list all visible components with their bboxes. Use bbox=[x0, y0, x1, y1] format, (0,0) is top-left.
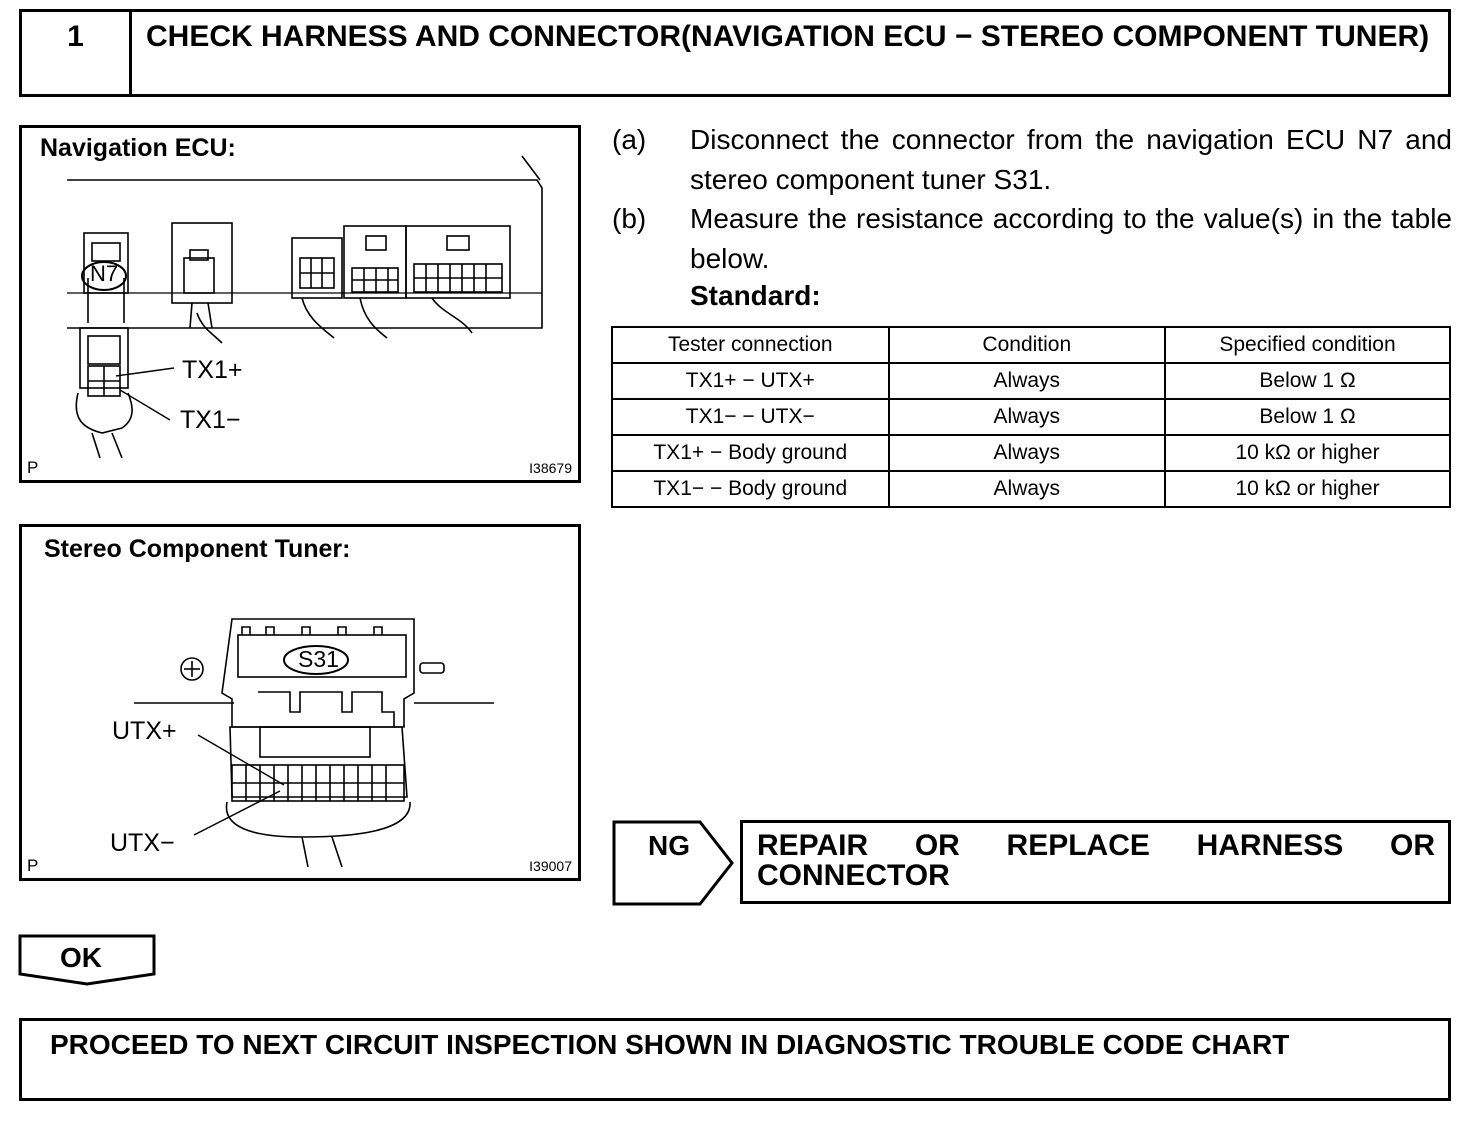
table-row bbox=[612, 435, 1450, 471]
table-cell: TX1− − Body ground bbox=[612, 471, 889, 507]
instruction-b bbox=[612, 199, 1452, 279]
pin-label-utx-minus: UTX− bbox=[110, 829, 175, 857]
stereo-tuner-figure bbox=[19, 524, 581, 881]
proceed-action-text: PROCEED TO NEXT CIRCUIT INSPECTION SHOWN IN DIAGNOSTIC TROUBLE CODE CHART bbox=[50, 1029, 1290, 1060]
figure-id: I38679 bbox=[529, 460, 572, 476]
navigation-ecu-title: Navigation ECU: bbox=[40, 134, 236, 162]
pin-label-utx-plus: UTX+ bbox=[112, 717, 177, 745]
table-cell: Always bbox=[889, 363, 1166, 399]
ok-label: OK bbox=[60, 942, 102, 973]
figure-corner-mark: P bbox=[27, 856, 39, 875]
instruction-mark: (b) bbox=[612, 203, 647, 234]
stereo-tuner-title: Stereo Component Tuner: bbox=[44, 535, 351, 563]
pin-label-tx1-plus: TX1+ bbox=[182, 356, 243, 384]
table-row bbox=[612, 399, 1450, 435]
instruction-text: Disconnect the connector from the navigation ECU N7 and stereo component tuner S31. bbox=[690, 124, 1452, 195]
table-header: Specified condition bbox=[1165, 327, 1450, 363]
table-row bbox=[612, 363, 1450, 399]
table-cell: Below 1 Ω bbox=[1165, 363, 1450, 399]
navigation-ecu-diagram bbox=[22, 128, 578, 480]
pin-label-tx1-minus: TX1− bbox=[180, 406, 241, 434]
table-cell: Always bbox=[889, 471, 1166, 507]
figure-corner-mark: P bbox=[27, 458, 39, 477]
step-title: CHECK HARNESS AND CONNECTOR(NAVIGATION ECU − STEREO COMPONENT TUNER) bbox=[146, 20, 1430, 53]
table-cell: TX1− − UTX− bbox=[612, 399, 889, 435]
table-header: Condition bbox=[889, 327, 1166, 363]
table-cell: 10 kΩ or higher bbox=[1165, 471, 1450, 507]
table-cell: TX1+ − Body ground bbox=[612, 435, 889, 471]
stereo-tuner-diagram bbox=[22, 527, 578, 878]
table-cell: Always bbox=[889, 435, 1166, 471]
proceed-action-box bbox=[19, 1018, 1451, 1101]
step-header bbox=[19, 9, 1451, 97]
table-header-row bbox=[612, 327, 1450, 363]
table-cell: TX1+ − UTX+ bbox=[612, 363, 889, 399]
step-number: 1 bbox=[22, 12, 132, 94]
table-row bbox=[612, 471, 1450, 507]
table-header: Tester connection bbox=[612, 327, 889, 363]
table-cell: Always bbox=[889, 399, 1166, 435]
table-cell: 10 kΩ or higher bbox=[1165, 435, 1450, 471]
instruction-text: Measure the resistance according to the value(s) in the table below. bbox=[690, 203, 1452, 274]
connector-label-n7: N7 bbox=[90, 261, 119, 286]
navigation-ecu-figure bbox=[19, 125, 581, 483]
instruction-mark: (a) bbox=[612, 124, 647, 155]
figure-id: I39007 bbox=[529, 858, 572, 874]
connector-label-s31: S31 bbox=[298, 646, 339, 672]
specification-table bbox=[611, 326, 1451, 508]
ng-label: NG bbox=[648, 830, 690, 861]
ng-action-box bbox=[740, 820, 1451, 904]
instruction-a bbox=[612, 120, 1452, 200]
table-cell: Below 1 Ω bbox=[1165, 399, 1450, 435]
ng-action-text: REPAIR OR REPLACE HARNESS OR CONNECTOR bbox=[757, 829, 1435, 892]
standard-label: Standard: bbox=[690, 280, 821, 311]
